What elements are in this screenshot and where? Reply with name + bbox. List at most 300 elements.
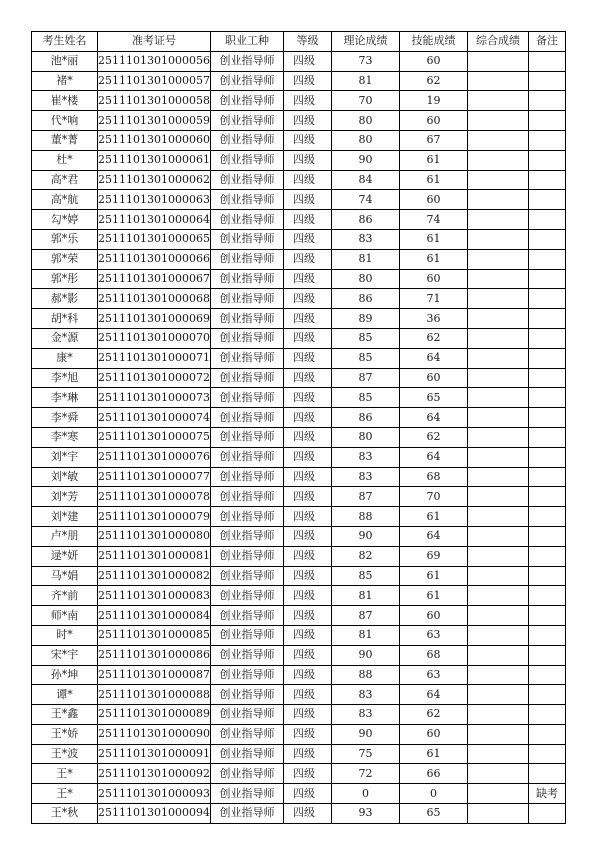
cell-theory-score: 83 bbox=[331, 229, 399, 249]
cell-note bbox=[528, 269, 565, 289]
cell-exam-id: 2511101301000083 bbox=[98, 586, 211, 606]
cell-skill-score: 61 bbox=[399, 744, 467, 764]
cell-job-type: 创业指导师 bbox=[210, 625, 283, 645]
cell-total-score bbox=[467, 210, 528, 230]
cell-skill-score: 64 bbox=[399, 408, 467, 428]
cell-total-score bbox=[467, 111, 528, 131]
cell-total-score bbox=[467, 665, 528, 685]
cell-theory-score: 83 bbox=[331, 685, 399, 705]
cell-theory-score: 85 bbox=[331, 566, 399, 586]
cell-exam-id: 2511101301000056 bbox=[98, 51, 211, 71]
cell-theory-score: 81 bbox=[331, 586, 399, 606]
cell-exam-id: 2511101301000087 bbox=[98, 665, 211, 685]
table-row bbox=[32, 289, 566, 309]
cell-note bbox=[528, 467, 565, 487]
cell-total-score bbox=[467, 804, 528, 824]
table-row bbox=[32, 190, 566, 210]
cell-job-type: 创业指导师 bbox=[210, 487, 283, 507]
cell-note bbox=[528, 625, 565, 645]
cell-exam-id: 2511101301000090 bbox=[98, 724, 211, 744]
cell-exam-id: 2511101301000093 bbox=[98, 784, 211, 804]
cell-grade: 四级 bbox=[283, 190, 331, 210]
cell-grade: 四级 bbox=[283, 289, 331, 309]
cell-total-score bbox=[467, 487, 528, 507]
cell-note bbox=[528, 447, 565, 467]
cell-skill-score: 68 bbox=[399, 645, 467, 665]
cell-job-type: 创业指导师 bbox=[210, 724, 283, 744]
header-name: 考生姓名 bbox=[32, 32, 98, 52]
cell-grade: 四级 bbox=[283, 526, 331, 546]
cell-exam-id: 2511101301000075 bbox=[98, 427, 211, 447]
cell-exam-id: 2511101301000085 bbox=[98, 625, 211, 645]
cell-name: 齐*前 bbox=[32, 586, 98, 606]
table-row bbox=[32, 526, 566, 546]
table-row bbox=[32, 71, 566, 91]
table-row bbox=[32, 408, 566, 428]
cell-skill-score: 65 bbox=[399, 388, 467, 408]
cell-note bbox=[528, 764, 565, 784]
table-row bbox=[32, 368, 566, 388]
cell-job-type: 创业指导师 bbox=[210, 91, 283, 111]
table-row bbox=[32, 606, 566, 626]
exam-scores-table bbox=[31, 31, 566, 824]
cell-job-type: 创业指导师 bbox=[210, 467, 283, 487]
table-row bbox=[32, 309, 566, 329]
cell-note bbox=[528, 744, 565, 764]
cell-exam-id: 2511101301000081 bbox=[98, 546, 211, 566]
cell-job-type: 创业指导师 bbox=[210, 784, 283, 804]
cell-job-type: 创业指导师 bbox=[210, 190, 283, 210]
cell-name: 师*南 bbox=[32, 606, 98, 626]
cell-total-score bbox=[467, 190, 528, 210]
cell-job-type: 创业指导师 bbox=[210, 348, 283, 368]
cell-grade: 四级 bbox=[283, 427, 331, 447]
cell-theory-score: 81 bbox=[331, 71, 399, 91]
cell-exam-id: 2511101301000062 bbox=[98, 170, 211, 190]
cell-skill-score: 61 bbox=[399, 170, 467, 190]
cell-grade: 四级 bbox=[283, 665, 331, 685]
header-job-type: 职业工种 bbox=[210, 32, 283, 52]
cell-note bbox=[528, 348, 565, 368]
cell-name: 勾*婷 bbox=[32, 210, 98, 230]
cell-total-score bbox=[467, 229, 528, 249]
cell-note bbox=[528, 566, 565, 586]
cell-job-type: 创业指导师 bbox=[210, 170, 283, 190]
table-row bbox=[32, 566, 566, 586]
table-row bbox=[32, 507, 566, 527]
cell-skill-score: 60 bbox=[399, 724, 467, 744]
cell-total-score bbox=[467, 309, 528, 329]
cell-name: 郭*荣 bbox=[32, 249, 98, 269]
cell-skill-score: 62 bbox=[399, 705, 467, 725]
cell-total-score bbox=[467, 724, 528, 744]
cell-job-type: 创业指导师 bbox=[210, 289, 283, 309]
cell-total-score bbox=[467, 606, 528, 626]
cell-note bbox=[528, 487, 565, 507]
cell-grade: 四级 bbox=[283, 764, 331, 784]
cell-total-score bbox=[467, 408, 528, 428]
cell-name: 孙*坤 bbox=[32, 665, 98, 685]
cell-grade: 四级 bbox=[283, 111, 331, 131]
cell-note bbox=[528, 249, 565, 269]
cell-grade: 四级 bbox=[283, 130, 331, 150]
cell-job-type: 创业指导师 bbox=[210, 804, 283, 824]
cell-note: 缺考 bbox=[528, 784, 565, 804]
cell-theory-score: 86 bbox=[331, 408, 399, 428]
table-row bbox=[32, 210, 566, 230]
cell-skill-score: 62 bbox=[399, 427, 467, 447]
header-theory-score: 理论成绩 bbox=[331, 32, 399, 52]
cell-exam-id: 2511101301000058 bbox=[98, 91, 211, 111]
cell-grade: 四级 bbox=[283, 269, 331, 289]
cell-exam-id: 2511101301000091 bbox=[98, 744, 211, 764]
cell-grade: 四级 bbox=[283, 388, 331, 408]
cell-grade: 四级 bbox=[283, 724, 331, 744]
cell-note bbox=[528, 546, 565, 566]
cell-total-score bbox=[467, 388, 528, 408]
cell-note bbox=[528, 388, 565, 408]
cell-theory-score: 82 bbox=[331, 546, 399, 566]
cell-skill-score: 63 bbox=[399, 625, 467, 645]
cell-skill-score: 60 bbox=[399, 269, 467, 289]
cell-note bbox=[528, 91, 565, 111]
cell-exam-id: 2511101301000069 bbox=[98, 309, 211, 329]
cell-job-type: 创业指导师 bbox=[210, 606, 283, 626]
cell-note bbox=[528, 408, 565, 428]
cell-grade: 四级 bbox=[283, 784, 331, 804]
cell-note bbox=[528, 130, 565, 150]
cell-name: 李*琳 bbox=[32, 388, 98, 408]
cell-total-score bbox=[467, 427, 528, 447]
cell-grade: 四级 bbox=[283, 408, 331, 428]
cell-note bbox=[528, 724, 565, 744]
cell-job-type: 创业指导师 bbox=[210, 546, 283, 566]
cell-theory-score: 88 bbox=[331, 665, 399, 685]
cell-skill-score: 67 bbox=[399, 130, 467, 150]
cell-grade: 四级 bbox=[283, 368, 331, 388]
table-row bbox=[32, 645, 566, 665]
cell-job-type: 创业指导师 bbox=[210, 447, 283, 467]
cell-name: 郭*乐 bbox=[32, 229, 98, 249]
cell-name: 宋*宇 bbox=[32, 645, 98, 665]
cell-note bbox=[528, 705, 565, 725]
cell-note bbox=[528, 526, 565, 546]
cell-name: 刘*建 bbox=[32, 507, 98, 527]
cell-note bbox=[528, 328, 565, 348]
cell-exam-id: 2511101301000086 bbox=[98, 645, 211, 665]
cell-name: 王*娇 bbox=[32, 724, 98, 744]
header-note: 备注 bbox=[528, 32, 565, 52]
cell-grade: 四级 bbox=[283, 645, 331, 665]
cell-theory-score: 93 bbox=[331, 804, 399, 824]
cell-grade: 四级 bbox=[283, 348, 331, 368]
cell-theory-score: 81 bbox=[331, 625, 399, 645]
cell-job-type: 创业指导师 bbox=[210, 229, 283, 249]
cell-name: 高*君 bbox=[32, 170, 98, 190]
cell-grade: 四级 bbox=[283, 804, 331, 824]
cell-name: 卢*朋 bbox=[32, 526, 98, 546]
cell-total-score bbox=[467, 744, 528, 764]
cell-skill-score: 64 bbox=[399, 348, 467, 368]
table-row bbox=[32, 744, 566, 764]
cell-grade: 四级 bbox=[283, 546, 331, 566]
cell-total-score bbox=[467, 348, 528, 368]
cell-total-score bbox=[467, 705, 528, 725]
cell-skill-score: 68 bbox=[399, 467, 467, 487]
cell-theory-score: 89 bbox=[331, 309, 399, 329]
cell-exam-id: 2511101301000063 bbox=[98, 190, 211, 210]
cell-theory-score: 80 bbox=[331, 269, 399, 289]
cell-total-score bbox=[467, 586, 528, 606]
cell-job-type: 创业指导师 bbox=[210, 328, 283, 348]
cell-name: 刘*敏 bbox=[32, 467, 98, 487]
cell-total-score bbox=[467, 645, 528, 665]
cell-exam-id: 2511101301000092 bbox=[98, 764, 211, 784]
cell-skill-score: 62 bbox=[399, 328, 467, 348]
cell-name: 杜* bbox=[32, 150, 98, 170]
cell-total-score bbox=[467, 51, 528, 71]
cell-total-score bbox=[467, 546, 528, 566]
cell-exam-id: 2511101301000089 bbox=[98, 705, 211, 725]
cell-skill-score: 65 bbox=[399, 804, 467, 824]
cell-grade: 四级 bbox=[283, 586, 331, 606]
cell-name: 王*秋 bbox=[32, 804, 98, 824]
cell-note bbox=[528, 170, 565, 190]
cell-exam-id: 2511101301000061 bbox=[98, 150, 211, 170]
cell-grade: 四级 bbox=[283, 309, 331, 329]
cell-name: 时* bbox=[32, 625, 98, 645]
cell-note bbox=[528, 645, 565, 665]
cell-skill-score: 74 bbox=[399, 210, 467, 230]
cell-name: 马*娟 bbox=[32, 566, 98, 586]
cell-skill-score: 61 bbox=[399, 566, 467, 586]
cell-note bbox=[528, 685, 565, 705]
cell-name: 董*菁 bbox=[32, 130, 98, 150]
cell-job-type: 创业指导师 bbox=[210, 388, 283, 408]
table-row bbox=[32, 784, 566, 804]
table-row bbox=[32, 150, 566, 170]
cell-job-type: 创业指导师 bbox=[210, 269, 283, 289]
cell-skill-score: 61 bbox=[399, 507, 467, 527]
cell-exam-id: 2511101301000073 bbox=[98, 388, 211, 408]
table-row bbox=[32, 51, 566, 71]
cell-theory-score: 70 bbox=[331, 91, 399, 111]
cell-note bbox=[528, 289, 565, 309]
cell-theory-score: 90 bbox=[331, 645, 399, 665]
cell-skill-score: 69 bbox=[399, 546, 467, 566]
cell-job-type: 创业指导师 bbox=[210, 764, 283, 784]
cell-skill-score: 63 bbox=[399, 665, 467, 685]
cell-name: 金*源 bbox=[32, 328, 98, 348]
table-row bbox=[32, 328, 566, 348]
table-row bbox=[32, 447, 566, 467]
header-total-score: 综合成绩 bbox=[467, 32, 528, 52]
table-row bbox=[32, 764, 566, 784]
cell-name: 康* bbox=[32, 348, 98, 368]
cell-grade: 四级 bbox=[283, 229, 331, 249]
table-row bbox=[32, 625, 566, 645]
cell-skill-score: 64 bbox=[399, 685, 467, 705]
cell-exam-id: 2511101301000074 bbox=[98, 408, 211, 428]
cell-theory-score: 81 bbox=[331, 249, 399, 269]
cell-total-score bbox=[467, 685, 528, 705]
cell-note bbox=[528, 507, 565, 527]
cell-name: 逯*妍 bbox=[32, 546, 98, 566]
cell-theory-score: 85 bbox=[331, 348, 399, 368]
header-skill-score: 技能成绩 bbox=[399, 32, 467, 52]
cell-total-score bbox=[467, 71, 528, 91]
cell-total-score bbox=[467, 526, 528, 546]
cell-job-type: 创业指导师 bbox=[210, 150, 283, 170]
cell-job-type: 创业指导师 bbox=[210, 130, 283, 150]
cell-exam-id: 2511101301000071 bbox=[98, 348, 211, 368]
cell-exam-id: 2511101301000064 bbox=[98, 210, 211, 230]
table-row bbox=[32, 804, 566, 824]
table-row bbox=[32, 249, 566, 269]
cell-skill-score: 36 bbox=[399, 309, 467, 329]
header-exam-id: 准考证号 bbox=[98, 32, 211, 52]
cell-grade: 四级 bbox=[283, 447, 331, 467]
table-row bbox=[32, 685, 566, 705]
cell-job-type: 创业指导师 bbox=[210, 427, 283, 447]
cell-skill-score: 61 bbox=[399, 586, 467, 606]
cell-grade: 四级 bbox=[283, 71, 331, 91]
cell-exam-id: 2511101301000059 bbox=[98, 111, 211, 131]
table-row bbox=[32, 269, 566, 289]
cell-theory-score: 73 bbox=[331, 51, 399, 71]
cell-total-score bbox=[467, 130, 528, 150]
cell-theory-score: 87 bbox=[331, 368, 399, 388]
cell-total-score bbox=[467, 784, 528, 804]
cell-name: 胡*科 bbox=[32, 309, 98, 329]
cell-job-type: 创业指导师 bbox=[210, 71, 283, 91]
cell-total-score bbox=[467, 467, 528, 487]
cell-name: 王* bbox=[32, 764, 98, 784]
cell-job-type: 创业指导师 bbox=[210, 685, 283, 705]
cell-theory-score: 83 bbox=[331, 467, 399, 487]
cell-grade: 四级 bbox=[283, 744, 331, 764]
cell-exam-id: 2511101301000077 bbox=[98, 467, 211, 487]
cell-name: 王*鑫 bbox=[32, 705, 98, 725]
cell-grade: 四级 bbox=[283, 685, 331, 705]
cell-skill-score: 60 bbox=[399, 368, 467, 388]
cell-total-score bbox=[467, 507, 528, 527]
table-body bbox=[32, 51, 566, 823]
cell-note bbox=[528, 665, 565, 685]
cell-job-type: 创业指导师 bbox=[210, 645, 283, 665]
cell-total-score bbox=[467, 328, 528, 348]
cell-note bbox=[528, 427, 565, 447]
cell-skill-score: 71 bbox=[399, 289, 467, 309]
cell-theory-score: 90 bbox=[331, 724, 399, 744]
header-row bbox=[32, 32, 566, 52]
cell-skill-score: 19 bbox=[399, 91, 467, 111]
cell-exam-id: 2511101301000088 bbox=[98, 685, 211, 705]
cell-total-score bbox=[467, 269, 528, 289]
cell-skill-score: 61 bbox=[399, 249, 467, 269]
cell-note bbox=[528, 51, 565, 71]
cell-grade: 四级 bbox=[283, 150, 331, 170]
cell-skill-score: 0 bbox=[399, 784, 467, 804]
cell-note bbox=[528, 368, 565, 388]
cell-note bbox=[528, 606, 565, 626]
cell-exam-id: 2511101301000094 bbox=[98, 804, 211, 824]
header-grade: 等级 bbox=[283, 32, 331, 52]
cell-grade: 四级 bbox=[283, 210, 331, 230]
cell-note bbox=[528, 150, 565, 170]
cell-job-type: 创业指导师 bbox=[210, 744, 283, 764]
table-row bbox=[32, 705, 566, 725]
cell-name: 刘*芳 bbox=[32, 487, 98, 507]
cell-name: 谭* bbox=[32, 685, 98, 705]
cell-exam-id: 2511101301000065 bbox=[98, 229, 211, 249]
cell-skill-score: 70 bbox=[399, 487, 467, 507]
table-row bbox=[32, 467, 566, 487]
cell-exam-id: 2511101301000067 bbox=[98, 269, 211, 289]
cell-note bbox=[528, 229, 565, 249]
cell-grade: 四级 bbox=[283, 467, 331, 487]
cell-total-score bbox=[467, 764, 528, 784]
cell-job-type: 创业指导师 bbox=[210, 566, 283, 586]
cell-exam-id: 2511101301000057 bbox=[98, 71, 211, 91]
cell-skill-score: 60 bbox=[399, 51, 467, 71]
cell-name: 郭*彤 bbox=[32, 269, 98, 289]
cell-name: 刘*宇 bbox=[32, 447, 98, 467]
cell-theory-score: 83 bbox=[331, 447, 399, 467]
cell-total-score bbox=[467, 289, 528, 309]
cell-theory-score: 86 bbox=[331, 210, 399, 230]
cell-skill-score: 64 bbox=[399, 526, 467, 546]
cell-theory-score: 84 bbox=[331, 170, 399, 190]
cell-theory-score: 85 bbox=[331, 388, 399, 408]
cell-skill-score: 61 bbox=[399, 229, 467, 249]
cell-job-type: 创业指导师 bbox=[210, 586, 283, 606]
cell-grade: 四级 bbox=[283, 487, 331, 507]
cell-job-type: 创业指导师 bbox=[210, 309, 283, 329]
cell-exam-id: 2511101301000072 bbox=[98, 368, 211, 388]
cell-grade: 四级 bbox=[283, 328, 331, 348]
cell-total-score bbox=[467, 150, 528, 170]
cell-job-type: 创业指导师 bbox=[210, 526, 283, 546]
cell-note bbox=[528, 71, 565, 91]
cell-job-type: 创业指导师 bbox=[210, 368, 283, 388]
cell-theory-score: 80 bbox=[331, 130, 399, 150]
table-row bbox=[32, 130, 566, 150]
cell-exam-id: 2511101301000060 bbox=[98, 130, 211, 150]
cell-theory-score: 87 bbox=[331, 487, 399, 507]
cell-skill-score: 60 bbox=[399, 111, 467, 131]
cell-theory-score: 80 bbox=[331, 111, 399, 131]
cell-exam-id: 2511101301000068 bbox=[98, 289, 211, 309]
cell-name: 高*航 bbox=[32, 190, 98, 210]
table-row bbox=[32, 427, 566, 447]
cell-exam-id: 2511101301000066 bbox=[98, 249, 211, 269]
cell-total-score bbox=[467, 249, 528, 269]
cell-exam-id: 2511101301000076 bbox=[98, 447, 211, 467]
cell-theory-score: 87 bbox=[331, 606, 399, 626]
cell-grade: 四级 bbox=[283, 91, 331, 111]
table-row bbox=[32, 388, 566, 408]
cell-total-score bbox=[467, 91, 528, 111]
cell-name: 池*丽 bbox=[32, 51, 98, 71]
cell-theory-score: 75 bbox=[331, 744, 399, 764]
cell-job-type: 创业指导师 bbox=[210, 51, 283, 71]
cell-theory-score: 74 bbox=[331, 190, 399, 210]
cell-skill-score: 60 bbox=[399, 190, 467, 210]
cell-note bbox=[528, 309, 565, 329]
cell-grade: 四级 bbox=[283, 606, 331, 626]
cell-skill-score: 66 bbox=[399, 764, 467, 784]
